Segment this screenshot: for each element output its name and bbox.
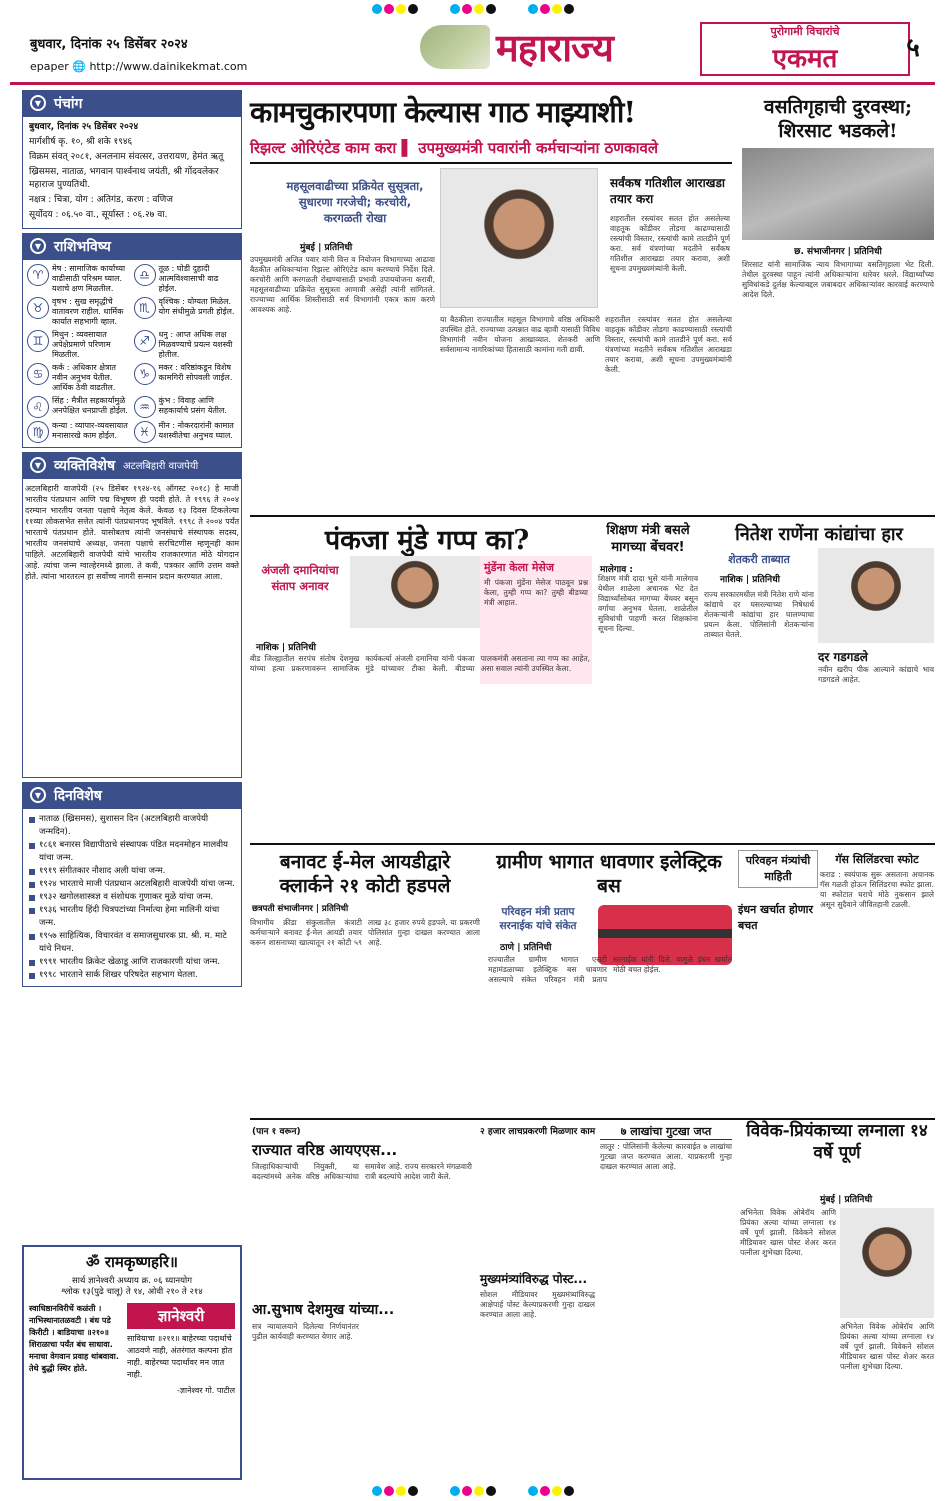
continued-tag: (पान १ वरून): [252, 1127, 301, 1137]
chevron-down-icon: ▼: [30, 787, 46, 803]
vivek-body-2: अभिनेता विवेक ओबेरॉय आणि प्रियंका अल्वा यांच्या लग्नाला १४ वर्षे पूर्ण झाली. विवेकने सोशल मीडियावर खास पोस्ट शेअर करत पत्नीला शुभेच्छा दिल्या.: [840, 1322, 934, 1371]
rashi-item: [134, 363, 238, 393]
panchang-line: सूर्योदय : ०६.५० वा., सूर्यास्त : ०६.२७ वा.: [29, 210, 168, 220]
panchang-line: ख्रिसमस, नाताळ, भगवान पार्श्वनाथ जयंती, श्री गोंदवलेकर महाराज पुण्यतिथी.: [29, 167, 219, 190]
ebus-side-head: परिवहन मंत्र्यांची माहिती: [738, 850, 818, 888]
zodiac-icon: ♊: [27, 330, 49, 352]
rashi-item: [27, 330, 131, 360]
continued-headline-2: आ.सुभाष देशमुख यांच्या...: [252, 1302, 395, 1318]
panchang-line: विक्रम संवत् २०८१, अनलनाम संवत्सर, उत्तरायण, हेमंत ऋतू: [29, 152, 224, 162]
education-byline: मालेगाव :: [600, 565, 633, 575]
cm-post-headline: मुख्यमंत्र्यांविरुद्ध पोस्ट...: [480, 1272, 588, 1286]
rashi-text: धनु : आप्त अधिक लक्ष मिळवण्याचे प्रयत्न यशस्वी होतील.: [158, 330, 233, 359]
gas-body: कराड : स्वयंपाक सुरू असताना अचानक गॅस गळती होऊन सिलिंडरचा स्फोट झाला. या स्फोटात घराचे मोठे नुकसान झाले असून सुदैवाने जीवितहानी टळली.: [820, 870, 934, 909]
list-item: नाताळ (ख्रिसमस), सुशासन दिन (अटलबिहारी वाजपेयी जन्मदिन).: [27, 813, 237, 839]
list-item: १९९१ भारतीय क्रिकेट खेळाडू आणि राजकारणी यांचा जन्म.: [27, 956, 237, 969]
ebus-body: राज्यातील ग्रामीण भागात एसटी महामंडळाच्या इलेक्ट्रिक बस धावणार असल्याचे संकेत परिवहन मंत्री प्रताप सरनाईक यांनी दिले. यामुळे इंधन खर्चात मोठी बचत होईल.: [488, 955, 732, 984]
zodiac-icon: ♓: [134, 421, 156, 443]
chevron-down-icon: ▼: [30, 238, 46, 254]
nitesh-side-text: नवीन खरीप पीक आल्याने कांद्याचे भाव गडगडले आहेत.: [818, 665, 934, 684]
pankaja-box-head: अंजली दमानियांचा संताप अनावर: [261, 563, 339, 593]
pankaja-headline: पंकजा मुंडे गप्प का?: [324, 525, 530, 556]
zodiac-icon: ♈: [27, 264, 49, 286]
education-headline: शिक्षण मंत्री बसले मागच्या बेंचवर!: [606, 523, 690, 555]
rashi-title: राशिभविष्य: [54, 238, 111, 255]
rashi-grid: [22, 259, 242, 448]
rashi-text: कर्क : अधिकार क्षेत्रात नवीन अनुभव येतील. आर्थिक ठेवी वाढतील.: [52, 363, 116, 392]
zodiac-icon: ♉: [27, 297, 49, 319]
rashi-item: [134, 330, 238, 360]
dinvishesh-header: [22, 782, 242, 808]
nitesh-side-head: दर गडगडले: [818, 650, 868, 664]
rashi-item: [27, 421, 131, 443]
pankaja-body: बीड जिल्ह्यातील सरपंच संतोष देशमुख यांच्या हत्या प्रकरणावरून सामाजिक कार्यकर्त्या अंजली दमानिया यांनी पंकजा मुंडे यांच्यावर टीका केली. बीडच्या पालकमंत्री असताना त्या गप्प का आहेत, असा सवाल त्यांनी उपस्थित केला.: [250, 654, 590, 673]
vyakti-header: [22, 452, 242, 478]
rashi-item: [134, 396, 238, 418]
continued-body-2: सत्र न्यायालयाने दिलेल्या निर्णयानंतर पुढील कार्यवाही करण्यात येणार आहे.: [252, 1322, 359, 1341]
rashi-text: कुंभ : विवाह आणि सहकार्याचे प्रसंग येतील.: [158, 396, 227, 415]
zodiac-icon: ♋: [27, 363, 49, 385]
ramkrishna-box: [22, 1245, 242, 1480]
section-title: महाराज्य: [496, 25, 613, 70]
panchang-line: मार्गशीर्ष कृ. १०, श्री शके १९४६: [29, 137, 133, 147]
list-item: १९३२ खगोलशास्त्रज्ञ व संशोधक गुणाकर मुळे यांचा जन्म.: [27, 891, 237, 904]
panchang-line: बुधवार, दिनांक २५ डिसेंबर २०२४: [29, 122, 139, 132]
chevron-down-icon: ▼: [30, 95, 46, 111]
panchang-header: [22, 90, 242, 116]
verse-ref: श्लोक १३(पुढे चालू) ते १४, ओवी २१० ते २१४: [61, 1287, 203, 1297]
issue-date: बुधवार, दिनांक २५ डिसेंबर २०२४: [30, 37, 188, 52]
nitesh-body: राज्य सरकारमधील मंत्री नितेश राणे यांना कांद्याचे दर घसरल्याच्या निषेधार्थ शेतकऱ्यांनी कांद्यांचा हार घालण्याचा प्रयत्न केला. पोलिसांनी शेतकऱ्यांना ताब्यात घेतले.: [704, 590, 814, 639]
fake-email-body: विभागीय क्रीडा संकुलातील कंत्राटी कर्मचाऱ्याने बनावट ई-मेल आयडी तयार करून शासनाच्या खात्यातून २१ कोटी ५९ लाख ३८ हजार रुपये हडपले. या प्रकरणी पोलिसांत गुन्हा दाखल करण्यात आला आहे.: [250, 918, 480, 947]
list-item: १९९८ भारताने सार्क शिखर परिषदेत सहभाग घेतला.: [27, 969, 237, 982]
divider: [250, 843, 935, 845]
rashi-text: मीन : नोकरदारांनी कामात यशस्वीतेचा अनुभव घ्याल.: [158, 421, 234, 440]
rashi-item: [27, 363, 131, 393]
cm-post-body: सोशल मीडियावर मुख्यमंत्र्यांविरुद्ध आक्षेपार्ह पोस्ट केल्याप्रकरणी गुन्हा दाखल करण्यात आला आहे.: [480, 1290, 595, 1319]
rashi-text: मेष : सामाजिक कार्याच्या वाढीसाठी परिश्रम घ्याल. यशाचे क्षण मिळतील.: [52, 264, 126, 293]
pankaja-byline: नाशिक | प्रतिनिधी: [256, 643, 317, 653]
gutkha-headline: ७ लाखांचा गुटखा जप्त: [600, 1124, 732, 1140]
hostel-caption: छ. संभाजीनगर | प्रतिनिधी: [794, 247, 882, 257]
registration-marks-top: [0, 0, 945, 18]
vyakti-body: अटलबिहारी वाजपेयी (२५ डिसेंबर १९२४-१६ ऑगस्ट २०१८) हे माजी भारतीय पंतप्रधान आणि पद्म विभूषण ही पदवी होते. ते १९९६ ते २००४ दरम्यान भारतीय जनता पक्षाचे नेतृत्व केले. केवळ १३ दिवस टिकलेल्या ११व्या लोकसभेत सत्तेत त्यांनी पंतप्रधानपद भूषविले. १९९८ ते २००४ पर्यंत भारताचे पंतप्रधान होते. यासोबतच त्यांनी जनसंघाचे संस्थापक सदस्य, भारतीय जनसंघाचे अध्यक्ष, जनता पक्षाचे सरचिटणीस म्हणूनही काम पाहिले. अटलबिहारी वाजपेयी यांचे भारतीय राजकारणात मोठे योगदान आहे. त्यांचा जन्म ग्वाल्हेरमध्ये झाला. ते कवी, पत्रकार आणि उत्तम वक्ते होते. त्यांना भारतरत्न हा सर्वोच्च नागरी सन्मान प्रदान करण्यात आला.: [22, 478, 242, 778]
rashi-item: [134, 421, 238, 443]
rashi-text: तूळ : घोडी दुहादी आत्मविश्वासाची वाढ होईल.: [158, 264, 219, 293]
lead-body: उपमुख्यमंत्री अजित पवार यांनी वित्त व नियोजन विभागाच्या आढावा बैठकीत अधिकाऱ्यांना रिझल्ट ओरिएंटेड काम करण्याचे निर्देश दिले. करचोरी आणि करगळती रोखण्यासाठी प्रभावी उपाययोजना करावी, महसूलवाढीच्या प्रक्रियेत सुसूत्रता आणावी असेही त्यांनी सांगितले. राज्याच्या आर्थिक शिस्तीसाठी सर्व विभागांनी एकत्र काम करणे आवश्यक आहे.: [250, 255, 435, 314]
jnaneshwari-text: सावियाचा ॥२११॥ बाहेरच्या पदार्थाचे आठवणे नाही, अंतरंगात कल्पना होत नाही. बाहेरच्या पदार्थावर मन जात नाही.: [127, 1334, 233, 1379]
jnaneshwari-author: -ज्ञानेश्वर गो. पाटील: [177, 1386, 235, 1395]
cm-sub: २ हजार लाचप्रकरणी मिळणार काम: [480, 1127, 596, 1137]
hostel-headline: वसतिगृहाची दुरवस्था; शिरसाट भडकले!: [764, 96, 912, 142]
pankaja-photo: [350, 556, 480, 628]
zodiac-icon: ♑: [134, 363, 156, 385]
lead-side-body-2: शहरातील रस्त्यांवर सतत होत असलेल्या वाहतूक कोंडीवर तोडगा काढण्यासाठी रस्त्यांची विस्तार, रस्त्यांची कामे तातडीने पूर्ण करा. सर्व यंत्रणांच्या मदतीने सर्वंकष गतिशील आराखडा तयार करावा, अशी सूचना उपमुख्यमंत्र्यांनी केली.: [605, 315, 732, 374]
paper-name: एकमत: [772, 43, 838, 74]
lead-headline: कामचुकारपणा केल्यास गाठ माझ्याशी!: [250, 95, 636, 129]
zodiac-icon: ♍: [27, 421, 49, 443]
divider: [250, 515, 935, 517]
list-item: १९२४ भारताचे माजी पंतप्रधान अटलबिहारी वाजपेयी यांचा जन्म.: [27, 878, 237, 891]
lead-box-head: महसूलवाढीच्या प्रक्रियेत सुसूत्रता, सुधारणा गरजेची; करचोरी, करगळती रोखा: [286, 179, 424, 225]
dinvishesh-title: दिनविशेष: [54, 787, 102, 804]
fake-email-headline: बनावट ई-मेल आयडीद्वारे क्लार्कने २१ कोटी हडपले: [279, 851, 451, 897]
rashi-text: कन्या : व्यापार-व्यवसायात मनासारखे काम होईल.: [52, 421, 128, 440]
epaper-link[interactable]: epaper 🌐 http://www.dainikekmat.com: [30, 60, 248, 73]
nitesh-photo: [818, 548, 934, 643]
vivek-headline: विवेक-प्रियंकाच्या लग्नाला १४ वर्षे पूर्ण: [746, 1121, 928, 1163]
ramkrishna-title: ॐ रामकृष्णहरि॥: [85, 1253, 179, 1271]
lead-body-2: या बैठकीला राज्यातील महसूल विभागाचे वरिष्ठ अधिकारी उपस्थित होते. राज्याच्या उत्पन्नात वाढ व्हावी यासाठी विविध विभागांनी नवीन योजना आखाव्यात. शेतकरी आणि सर्वसामान्य नागरिकांच्या हितासाठी कामांना गती द्यावी.: [440, 315, 600, 354]
ramkrishna-text: स्वाधिष्ठानविरीचें कळंती । नाभिस्थानातळवटी । बंध पडे किरीटी । बाडियाचा ॥२१०॥ शिराळाचा पर्यंत बंध साधावा. मनाचा वेगवान प्रवाह थांबवावा. तेथे बुद्धी स्थिर होते.: [29, 1304, 119, 1373]
rashi-header: [22, 233, 242, 259]
ebus-headline: ग्रामीण भागात धावणार इलेक्ट्रिक बस: [496, 851, 722, 897]
list-item: १९५७ साहित्यिक, विचारवंत व समाजसुधारक प्रा. श्री. म. माटे यांचे निधन.: [27, 930, 237, 956]
rashi-item: [27, 264, 131, 294]
rashi-item: [134, 264, 238, 294]
divider: [250, 162, 732, 164]
registration-marks-bottom: [0, 1482, 945, 1500]
page-number: ५: [906, 33, 920, 63]
ebus-byline: ठाणे | प्रतिनिधी: [500, 943, 552, 953]
vyakti-subtitle: अटलबिहारी वाजपेयी: [123, 461, 199, 472]
left-column: [22, 90, 242, 987]
continued-body: जिल्हाधिकाऱ्यांची नियुक्ती, या बदल्यांमध्ये अनेक वरिष्ठ अधिकाऱ्यांचा समावेश आहे. राज्य सरकारने मंगळवारी रात्री बदल्यांचे आदेश जारी केले.: [252, 1162, 472, 1181]
lead-photo: [440, 168, 598, 308]
lead-byline: मुंबई | प्रतिनिधी: [300, 243, 353, 253]
ebus-box-head: परिवहन मंत्री प्रताप सरनाईक यांचे संकेत: [499, 906, 577, 932]
list-item: १९१९ संगीतकार नौशाद अली यांचा जन्म.: [27, 865, 237, 878]
zodiac-icon: ♎: [134, 264, 156, 286]
lead-side-body: शहरातील रस्त्यांवर सतत होत असलेल्या वाहतूक कोंडीवर तोडगा काढण्यासाठी रस्त्यांची विस्तार, रस्त्यांची कामे तातडीने पूर्ण करा. सर्व यंत्रणांच्या मदतीने सर्वंकष गतिशील आराखडा तयार करावा, अशी सूचना उपमुख्यमंत्र्यांनी केली.: [610, 214, 730, 273]
rashi-item: [27, 297, 131, 327]
rashi-text: वृश्चिक : योग्यता मिळेल. योग संधीमुळे प्रगती होईल.: [158, 297, 235, 316]
nitesh-box-head: शेतकरी ताब्यात: [728, 553, 790, 566]
vivek-byline: मुंबई | प्रतिनिधी: [820, 1195, 873, 1205]
vyakti-title: व्यक्तिविशेष: [54, 457, 116, 474]
rashi-item: [134, 297, 238, 327]
paper-logo: [700, 22, 910, 76]
rashi-text: मकर : वरिष्ठांकडून विशेष कामगिरी सोपवली जाईल.: [158, 363, 233, 382]
rashi-text: मिथुन : व्यवसायात अपेक्षेप्रमाणे परिणाम मिळतील.: [52, 330, 111, 359]
pankaja-side-head: मुंडेंना केला मेसेज: [484, 561, 555, 574]
gas-headline: गॅस सिलिंडरचा स्फोट: [835, 853, 919, 866]
zodiac-icon: ♒: [134, 396, 156, 418]
masthead: [420, 22, 670, 72]
rashi-item: [27, 396, 131, 418]
list-item: १९३६ भारतीय हिंदी चित्रपटांच्या निर्मात्या हेमा मालिनी यांचा जन्म.: [27, 904, 237, 930]
gutkha-body: लातूर : पोलिसांनी केलेल्या कारवाईत ७ लाखांचा गुटखा जप्त करण्यात आला. याप्रकरणी गुन्हा दाखल करण्यात आला आहे.: [600, 1142, 732, 1171]
zodiac-icon: ♌: [27, 396, 49, 418]
rashi-text: सिंह : मैत्रीत सहकार्यामुळे अनपेक्षित धनप्राप्ती होईल.: [52, 396, 128, 415]
vivek-photo: [840, 1208, 934, 1318]
vivek-body: अभिनेता विवेक ओबेरॉय आणि प्रियंका अल्वा यांच्या लग्नाला १४ वर्षे पूर्ण झाली. विवेकने सोशल मीडियावर खास पोस्ट शेअर करत पत्नीला शुभेच्छा दिल्या.: [740, 1208, 836, 1257]
zodiac-icon: ♏: [134, 297, 156, 319]
pankaja-side-text: मी पंकजा मुंडेंना मेसेज पाठवून प्रश्न केला, तुम्ही गप्प का? तुम्ही बीडच्या मंत्री आहात.: [484, 578, 588, 607]
fake-email-byline: छत्रपती संभाजीनगर | प्रतिनिधी: [252, 904, 349, 914]
hostel-body: शिरसाट यांनी सामाजिक न्याय विभागाच्या वसतिगृहाला भेट दिली. तेथील दुरवस्था पाहून त्यांनी अधिकाऱ्यांना धारेवर धरले. विद्यार्थ्यांच्या सुविधांकडे दुर्लक्ष केल्याबद्दल जबाबदार अधिकाऱ्यांवर कारवाई करण्याचे आदेश दिले.: [742, 260, 934, 299]
lead-subhead: रिझल्ट ओरिएंटेड काम करा ▌ उपमुख्यमंत्री पवारांनी कर्मचाऱ्यांना ठणकावले: [250, 139, 659, 157]
maharashtra-map-graphic: [420, 25, 490, 69]
panchang-box: [22, 116, 242, 229]
hostel-photo: [742, 148, 934, 240]
paper-tagline: पुरोगामी विचारांचे: [770, 24, 840, 38]
ebus-side-sub: इंधन खर्चात होणार बचत: [738, 903, 814, 932]
education-body: शिक्षण मंत्री दादा भुसे यांनी मालेगाव येथील शाळेला अचानक भेट देत विद्यार्थ्यांसोबत मागच्या बेंचवर बसून वर्गाचा अनुभव घेतला. शाळेतील सुविधांची पाहणी करत शिक्षकांना सूचना दिल्या.: [598, 574, 698, 633]
rashi-text: वृषभ : सुख समृद्धीचे वातावरण राहील. धार्मिक कार्यात सहभागी व्हाल.: [52, 297, 124, 326]
zodiac-icon: ♐: [134, 330, 156, 352]
lead-side-head: सर्वंकष गतिशील आराखडा तयार करा: [610, 176, 726, 206]
panchang-line: नक्षत्र : चित्रा, योग : अतिगंड, करण : वणिज: [29, 195, 173, 205]
nitesh-headline: नितेश राणेंना कांद्यांचा हार: [735, 524, 903, 545]
nitesh-byline: नाशिक | प्रतिनिधी: [720, 575, 781, 585]
chevron-down-icon: ▼: [30, 457, 46, 473]
continued-headline: राज्यात वरिष्ठ आयएएस...: [252, 1141, 398, 1159]
header-rule: [10, 82, 935, 85]
panchang-title: पंचांग: [54, 95, 83, 112]
jnaneshwari-logo: ज्ञानेश्वरी: [127, 1303, 235, 1329]
dinvishesh-list: [22, 808, 242, 987]
list-item: १८६१ बनारस विद्यापीठाचे संस्थापक पंडित मदनमोहन मालवीय यांचा जन्म.: [27, 839, 237, 865]
ramkrishna-subtitle: सार्थ ज्ञानेश्वरी अध्याय क्र. ०६ ध्यानयोग: [71, 1276, 193, 1286]
